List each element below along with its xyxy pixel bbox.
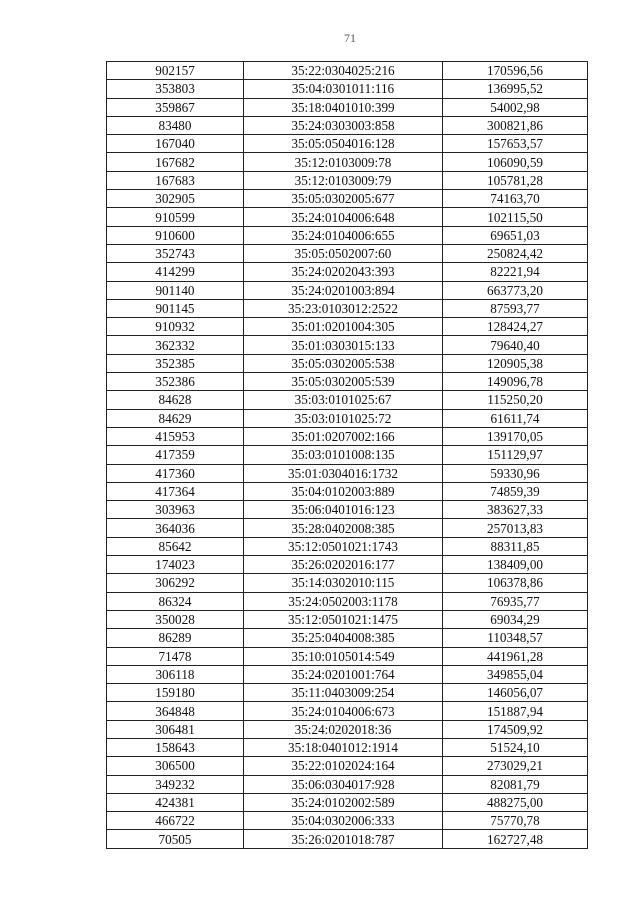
record-id-cell: 352386 <box>107 373 244 391</box>
record-id-cell: 303963 <box>107 501 244 519</box>
cadastral-number-cell: 35:03:0101025:72 <box>244 409 443 427</box>
cadastral-number-cell: 35:05:0502007:60 <box>244 244 443 262</box>
cadastral-number-cell: 35:28:0402008:385 <box>244 519 443 537</box>
amount-cell: 79640,40 <box>443 336 588 354</box>
amount-cell: 106378,86 <box>443 574 588 592</box>
amount-cell: 59330,96 <box>443 464 588 482</box>
record-id-cell: 466722 <box>107 812 244 830</box>
table-row <box>107 720 588 738</box>
record-id-cell: 302905 <box>107 190 244 208</box>
amount-cell: 146056,07 <box>443 684 588 702</box>
amount-cell: 149096,78 <box>443 373 588 391</box>
cadastral-number-cell: 35:23:0103012:2522 <box>244 299 443 317</box>
cadastral-number-cell: 35:01:0207002:166 <box>244 427 443 445</box>
amount-cell: 51524,10 <box>443 738 588 756</box>
table-row <box>107 62 588 80</box>
record-id-cell: 910932 <box>107 318 244 336</box>
table-row <box>107 684 588 702</box>
table-row <box>107 336 588 354</box>
cadastral-number-cell: 35:24:0202018:36 <box>244 720 443 738</box>
table-row <box>107 318 588 336</box>
amount-cell: 69034,29 <box>443 610 588 628</box>
amount-cell: 170596,56 <box>443 62 588 80</box>
cadastral-number-cell: 35:06:0401016:123 <box>244 501 443 519</box>
cadastral-number-cell: 35:05:0302005:677 <box>244 190 443 208</box>
amount-cell: 157653,57 <box>443 135 588 153</box>
table-row <box>107 830 588 848</box>
cadastral-number-cell: 35:25:0404008:385 <box>244 629 443 647</box>
record-id-cell: 359867 <box>107 98 244 116</box>
record-id-cell: 415953 <box>107 427 244 445</box>
amount-cell: 88311,85 <box>443 537 588 555</box>
table-row <box>107 208 588 226</box>
table-row <box>107 647 588 665</box>
record-id-cell: 901140 <box>107 281 244 299</box>
cadastral-number-cell: 35:24:0102002:589 <box>244 793 443 811</box>
amount-cell: 106090,59 <box>443 153 588 171</box>
cadastral-number-cell: 35:22:0304025:216 <box>244 62 443 80</box>
cadastral-number-cell: 35:26:0202016:177 <box>244 556 443 574</box>
cadastral-number-cell: 35:24:0104006:648 <box>244 208 443 226</box>
record-id-cell: 352385 <box>107 354 244 372</box>
table-row <box>107 464 588 482</box>
amount-cell: 69651,03 <box>443 226 588 244</box>
record-id-cell: 350028 <box>107 610 244 628</box>
table-row <box>107 391 588 409</box>
amount-cell: 257013,83 <box>443 519 588 537</box>
record-id-cell: 159180 <box>107 684 244 702</box>
record-id-cell: 424381 <box>107 793 244 811</box>
amount-cell: 76935,77 <box>443 592 588 610</box>
record-id-cell: 362332 <box>107 336 244 354</box>
record-id-cell: 352743 <box>107 244 244 262</box>
table-row <box>107 574 588 592</box>
cadastral-number-cell: 35:24:0202043:393 <box>244 263 443 281</box>
record-id-cell: 167040 <box>107 135 244 153</box>
table-row <box>107 592 588 610</box>
table-row <box>107 263 588 281</box>
table-row <box>107 244 588 262</box>
cadastral-number-cell: 35:24:0303003:858 <box>244 116 443 134</box>
table-row <box>107 135 588 153</box>
record-id-cell: 364036 <box>107 519 244 537</box>
cadastral-number-cell: 35:24:0201003:894 <box>244 281 443 299</box>
record-id-cell: 85642 <box>107 537 244 555</box>
cadastral-number-cell: 35:11:0403009:254 <box>244 684 443 702</box>
record-id-cell: 83480 <box>107 116 244 134</box>
record-id-cell: 306118 <box>107 665 244 683</box>
registry-table-body <box>107 62 588 849</box>
record-id-cell: 84628 <box>107 391 244 409</box>
amount-cell: 488275,00 <box>443 793 588 811</box>
cadastral-number-cell: 35:12:0501021:1475 <box>244 610 443 628</box>
amount-cell: 87593,77 <box>443 299 588 317</box>
table-row <box>107 775 588 793</box>
cadastral-number-cell: 35:18:0401012:1914 <box>244 738 443 756</box>
record-id-cell: 86324 <box>107 592 244 610</box>
amount-cell: 74859,39 <box>443 482 588 500</box>
amount-cell: 383627,33 <box>443 501 588 519</box>
amount-cell: 138409,00 <box>443 556 588 574</box>
table-row <box>107 171 588 189</box>
table-row <box>107 665 588 683</box>
table-row <box>107 556 588 574</box>
amount-cell: 273029,21 <box>443 757 588 775</box>
cadastral-number-cell: 35:05:0302005:539 <box>244 373 443 391</box>
cadastral-number-cell: 35:12:0501021:1743 <box>244 537 443 555</box>
table-row <box>107 537 588 555</box>
amount-cell: 174509,92 <box>443 720 588 738</box>
record-id-cell: 167682 <box>107 153 244 171</box>
cadastral-number-cell: 35:24:0104006:655 <box>244 226 443 244</box>
amount-cell: 82081,79 <box>443 775 588 793</box>
amount-cell: 151887,94 <box>443 702 588 720</box>
amount-cell: 300821,86 <box>443 116 588 134</box>
record-id-cell: 901145 <box>107 299 244 317</box>
cadastral-number-cell: 35:03:0101025:67 <box>244 391 443 409</box>
record-id-cell: 167683 <box>107 171 244 189</box>
amount-cell: 110348,57 <box>443 629 588 647</box>
table-row <box>107 793 588 811</box>
amount-cell: 139170,05 <box>443 427 588 445</box>
cadastral-number-cell: 35:10:0105014:549 <box>244 647 443 665</box>
amount-cell: 75770,78 <box>443 812 588 830</box>
cadastral-number-cell: 35:18:0401010:399 <box>244 98 443 116</box>
cadastral-number-cell: 35:04:0302006:333 <box>244 812 443 830</box>
record-id-cell: 417360 <box>107 464 244 482</box>
record-id-cell: 70505 <box>107 830 244 848</box>
cadastral-number-cell: 35:12:0103009:78 <box>244 153 443 171</box>
cadastral-number-cell: 35:04:0102003:889 <box>244 482 443 500</box>
amount-cell: 105781,28 <box>443 171 588 189</box>
amount-cell: 115250,20 <box>443 391 588 409</box>
amount-cell: 250824,42 <box>443 244 588 262</box>
table-row <box>107 812 588 830</box>
table-row <box>107 629 588 647</box>
table-row <box>107 98 588 116</box>
record-id-cell: 902157 <box>107 62 244 80</box>
record-id-cell: 84629 <box>107 409 244 427</box>
cadastral-number-cell: 35:04:0301011:116 <box>244 80 443 98</box>
table-row <box>107 610 588 628</box>
amount-cell: 136995,52 <box>443 80 588 98</box>
table-row <box>107 757 588 775</box>
cadastral-number-cell: 35:22:0102024:164 <box>244 757 443 775</box>
cadastral-number-cell: 35:26:0201018:787 <box>244 830 443 848</box>
record-id-cell: 349232 <box>107 775 244 793</box>
table-row <box>107 373 588 391</box>
table-row <box>107 482 588 500</box>
table-row <box>107 80 588 98</box>
amount-cell: 74163,70 <box>443 190 588 208</box>
record-id-cell: 910599 <box>107 208 244 226</box>
table-row <box>107 354 588 372</box>
amount-cell: 162727,48 <box>443 830 588 848</box>
cadastral-number-cell: 35:12:0103009:79 <box>244 171 443 189</box>
amount-cell: 128424,27 <box>443 318 588 336</box>
cadastral-number-cell: 35:01:0303015:133 <box>244 336 443 354</box>
cadastral-number-cell: 35:05:0302005:538 <box>244 354 443 372</box>
table-row <box>107 427 588 445</box>
amount-cell: 441961,28 <box>443 647 588 665</box>
table-row <box>107 702 588 720</box>
record-id-cell: 364848 <box>107 702 244 720</box>
cadastral-number-cell: 35:03:0101008:135 <box>244 446 443 464</box>
amount-cell: 54002,98 <box>443 98 588 116</box>
table-row <box>107 281 588 299</box>
registry-table <box>106 61 588 849</box>
table-row <box>107 226 588 244</box>
amount-cell: 663773,20 <box>443 281 588 299</box>
table-row <box>107 446 588 464</box>
record-id-cell: 306481 <box>107 720 244 738</box>
cadastral-number-cell: 35:01:0304016:1732 <box>244 464 443 482</box>
table-row <box>107 519 588 537</box>
record-id-cell: 306500 <box>107 757 244 775</box>
record-id-cell: 174023 <box>107 556 244 574</box>
cadastral-number-cell: 35:24:0502003:1178 <box>244 592 443 610</box>
record-id-cell: 353803 <box>107 80 244 98</box>
table-row <box>107 738 588 756</box>
record-id-cell: 414299 <box>107 263 244 281</box>
table-row <box>107 501 588 519</box>
record-id-cell: 86289 <box>107 629 244 647</box>
table-row <box>107 299 588 317</box>
record-id-cell: 158643 <box>107 738 244 756</box>
cadastral-number-cell: 35:24:0201001:764 <box>244 665 443 683</box>
record-id-cell: 417359 <box>107 446 244 464</box>
record-id-cell: 910600 <box>107 226 244 244</box>
table-row <box>107 190 588 208</box>
amount-cell: 120905,38 <box>443 354 588 372</box>
page-number <box>0 31 640 46</box>
table-row <box>107 153 588 171</box>
table-row <box>107 409 588 427</box>
cadastral-number-cell: 35:06:0304017:928 <box>244 775 443 793</box>
cadastral-number-cell: 35:05:0504016:128 <box>244 135 443 153</box>
table-row <box>107 116 588 134</box>
cadastral-number-cell: 35:14:0302010:115 <box>244 574 443 592</box>
page-number-text: 71 <box>344 31 356 45</box>
cadastral-number-cell: 35:01:0201004:305 <box>244 318 443 336</box>
record-id-cell: 71478 <box>107 647 244 665</box>
amount-cell: 151129,97 <box>443 446 588 464</box>
amount-cell: 102115,50 <box>443 208 588 226</box>
record-id-cell: 306292 <box>107 574 244 592</box>
amount-cell: 82221,94 <box>443 263 588 281</box>
amount-cell: 61611,74 <box>443 409 588 427</box>
cadastral-number-cell: 35:24:0104006:673 <box>244 702 443 720</box>
record-id-cell: 417364 <box>107 482 244 500</box>
amount-cell: 349855,04 <box>443 665 588 683</box>
